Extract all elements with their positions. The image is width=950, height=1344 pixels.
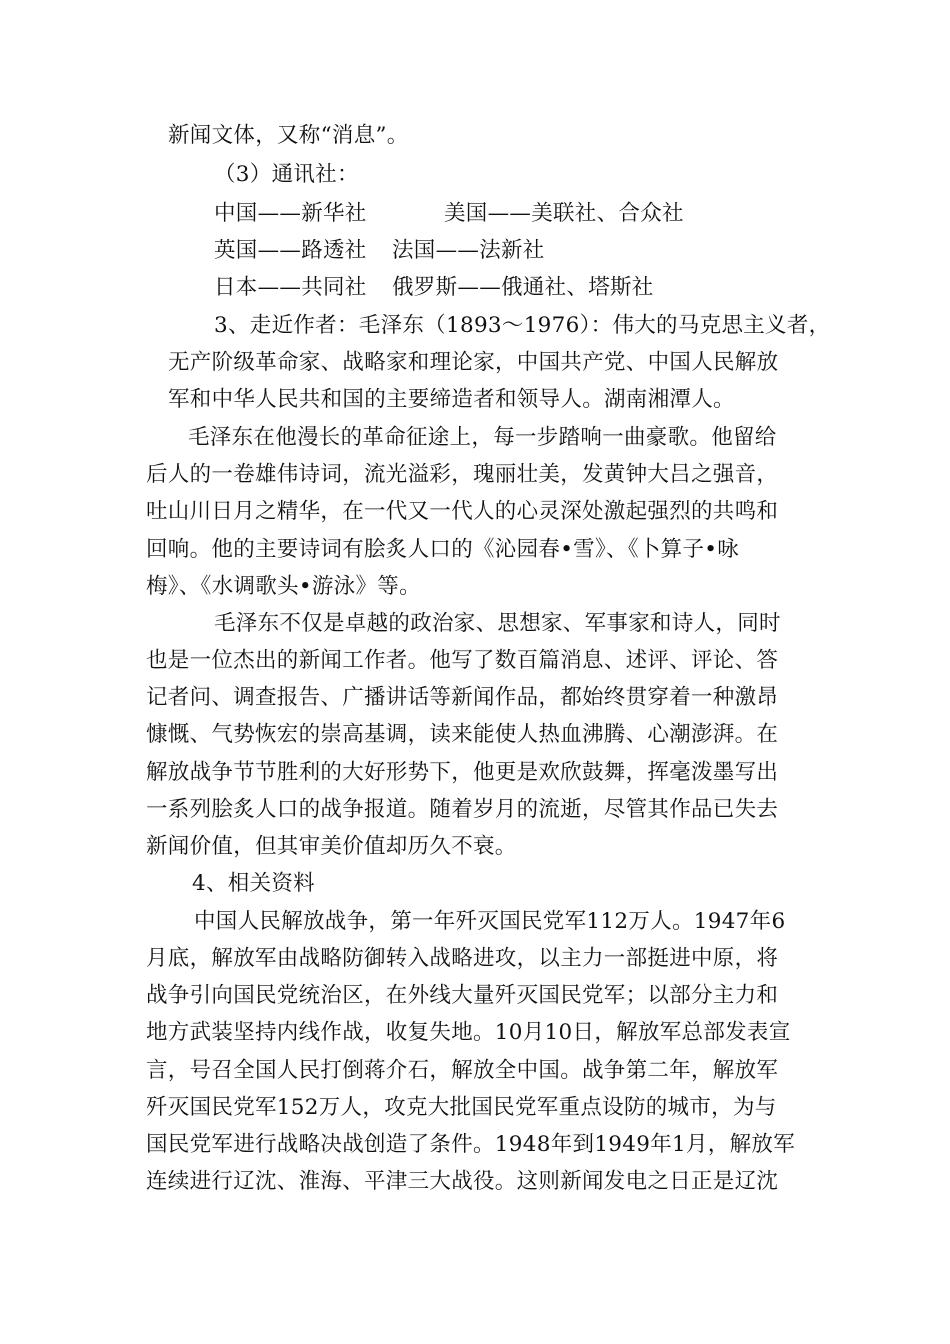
text-line: 中国人民解放战争，第一年歼灭国民党军112万人。1947年6 (194, 909, 786, 934)
text-line: 战争引向国民党统治区，在外线大量歼灭国民党军；以部分主力和 (146, 983, 779, 1008)
agency-entry: 中国——新华社 (214, 201, 367, 226)
section-heading: （3）通讯社： (214, 162, 359, 187)
agency-entry: 俄罗斯——俄通社、塔斯社 (392, 275, 654, 300)
text-line: 毛泽东不仅是卓越的政治家、思想家、军事家和诗人，同时 (214, 611, 781, 636)
text-line: 新闻价值，但其审美价值却历久不衰。 (146, 834, 517, 859)
text-line: 连续进行辽沈、淮海、平津三大战役。这则新闻发电之日正是辽沈 (146, 1169, 779, 1194)
text-line: 新闻文体，又称“消息”。 (168, 123, 409, 148)
text-line: 吐山川日月之精华，在一代又一代人的心灵深处激起强烈的共鸣和 (146, 499, 779, 524)
text-line: 军和中华人民共和国的主要缔造者和领导人。湖南湘潭人。 (168, 387, 735, 412)
agency-entry: 日本——共同社 (214, 275, 367, 300)
text-line: 地方武装坚持内线作战，收复失地。10月10日，解放军总部发表宣 (146, 1020, 791, 1045)
text-line: 国民党军进行战略决战创造了条件。1948年到1949年1月，解放军 (146, 1132, 796, 1157)
text-line: 言，号召全国人民打倒蒋介石，解放全中国。战争第二年，解放军 (146, 1058, 779, 1083)
text-line: 回响。他的主要诗词有脍炙人口的《沁园春•雪》、《卜算子•咏 (146, 537, 740, 562)
agency-entry: 法国——法新社 (392, 238, 545, 263)
section-heading: 3、走近作者：毛泽东（1893～1976）：伟大的马克思主义者， (214, 313, 831, 338)
text-line: 歼灭国民党军152万人，攻克大批国民党军重点设防的城市，为与 (146, 1095, 777, 1120)
text-line: 记者问、调查报告、广播讲话等新闻作品，都始终贯穿着一种激昂 (146, 685, 779, 710)
text-line: 解放战争节节胜利的大好形势下，他更是欢欣鼓舞，挥毫泼墨写出 (146, 760, 779, 785)
text-line: 后人的一卷雄伟诗词，流光溢彩，瑰丽壮美，发黄钟大吕之强音， (146, 462, 779, 487)
agency-entry: 英国——路透社 (214, 238, 367, 263)
text-line: 毛泽东在他漫长的革命征途上，每一步踏响一曲豪歌。他留给 (188, 425, 777, 450)
text-line: 月底，解放军由战略防御转入战略进攻，以主力一部挺进中原，将 (146, 946, 779, 971)
text-line: 慷慨、气势恢宏的崇高基调，读来能使人热血沸腾、心潮澎湃。在 (146, 722, 779, 747)
section-heading: 4、相关资料 (192, 871, 315, 896)
text-line: 一系列脍炙人口的战争报道。随着岁月的流逝，尽管其作品已失去 (146, 797, 779, 822)
text-line: 也是一位杰出的新闻工作者。他写了数百篇消息、述评、评论、答 (146, 648, 779, 673)
text-line: 无产阶级革命家、战略家和理论家，中国共产党、中国人民解放 (168, 350, 779, 375)
text-line: 梅》、《水调歌头•游泳》等。 (146, 574, 421, 599)
agency-entry: 美国——美联社、合众社 (444, 201, 684, 226)
